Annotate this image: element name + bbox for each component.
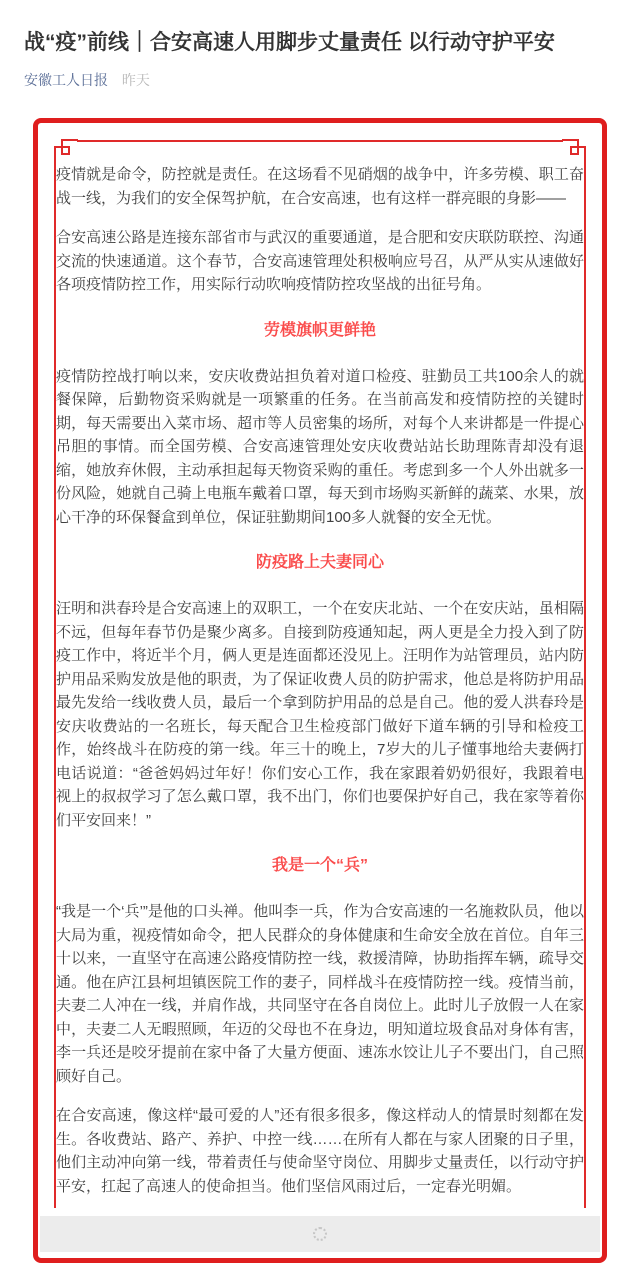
spinner-icon [313, 1227, 327, 1241]
frame-inner-right-line [584, 167, 586, 1208]
page-title: 战“疫”前线｜合安高速人用脚步丈量责任 以行动守护平安 [24, 31, 555, 54]
article-header [0, 0, 640, 90]
article-body [56, 163, 584, 1198]
article-paragraph: 在合安高速，像这样“最可爱的人”还有很多很多，像这样动人的情景时刻都在发生。各收费站、路产、养护、中控一线……在所有人都在与家人团聚的日子里，他们主动冲向第一线，带着责任与使命坚守岗位、用脚步丈量责任，以行动守护平安，扛起了高速人的使命担当。他们坚信风雨过后，一定春光明媚。 [56, 1107, 584, 1195]
section-heading: 防疫路上夫妻同心 [255, 554, 384, 571]
frame-inner-top-line [77, 140, 563, 142]
article-frame [33, 118, 607, 1263]
publish-time: 昨天 [121, 72, 150, 88]
section-heading: 我是一个“兵” [271, 857, 368, 874]
source-link[interactable]: 安徽工人日报 [24, 72, 108, 88]
article-paragraph: “我是一个‘兵’”是他的口头禅。他叫李一兵，作为合安高速的一名施救队员，他以大局为重，视疫情如命令，把人民群众的身体健康和生命安全放在首位。自年三十以来，一直坚守在高速公路疫情防控一线，救援清障，协助指挥车辆，疏导交通。他在庐江县柯坦镇医院工作的妻子，同样战斗在疫情防控一线。疫情当前，夫妻二人冲在一线，并肩作战，共同坚守在各自岗位上。此时儿子放假一人在家中，夫妻二人无暇照顾，年迈的父母也不在身边，明知道垃圾食品对身体有害，李一兵还是咬牙提前在家中备了大量方便面、速冻水饺让儿子不要出门，自己照顾好自己。 [56, 903, 584, 1085]
article-paragraph: 合安高速公路是连接东部省市与武汉的重要通道，是合肥和安庆联防联控、沟通交流的快速通道。这个春节，合安高速管理处积极响应号召，从严从实从速做好各项疫情防控工作，用实际行动吹响疫情防控攻坚战的出征号角。 [56, 229, 584, 293]
image-loading-placeholder [40, 1216, 600, 1252]
article-paragraph: 疫情就是命令，防控就是责任。在这场看不见硝烟的战争中，许多劳模、职工奋战一线，为我们的安全保驾护航，在合安高速，也有这样一群亮眼的身影—— [56, 166, 584, 207]
article-meta [24, 70, 616, 90]
article-paragraph: 汪明和洪春玲是合安高速上的双职工，一个在安庆北站、一个在安庆站，虽相隔不远，但每年春节仍是聚少离多。自接到防疫通知起，两人更是全力投入到了防疫工作中，将近半个月，俩人更是连面都还没见上。汪明作为站管理员，站内防护用品采购发放是他的职责，为了保证收费人员的防护需求，他总是将防护用品最先发给一线收费人员，最后一个拿到防护用品的总是自己。他的爱人洪春玲是安庆收费站的一名班长，每天配合卫生检疫部门做好下道车辆的引导和检疫工作，始终战斗在防疫的第一线。年三十的晚上，7岁大的儿子懂事地给夫妻俩打电话说道：“爸爸妈妈过年好！你们安心工作，我在家跟着奶奶很好，我跟着电视上的叔叔学习了怎么戴口罩，我不出门，你们也要保护好自己，我在家等着你们平安回来！” [56, 600, 584, 829]
article-paragraph: 疫情防控战打响以来，安庆收费站担负着对道口检疫、驻勤员工共100余人的就餐保障，后勤物资采购就是一项繁重的任务。在当前高发和疫情防控的关键时期，每天需要出入菜市场、超市等人员密集的场所，对每个人来讲都是一件提心吊胆的事情。而全国劳模、合安高速管理处安庆收费站站长助理陈青却没有退缩，她放弃休假，主动承担起每天物资采购的重任。考虑到多一个人外出就多一份风险，她就自己骑上电瓶车戴着口罩，每天到市场购买新鲜的蔬菜、水果，放心干净的环保餐盒到单位，保证驻勤期间100多人就餐的安全无忧。 [56, 367, 584, 526]
section-heading: 劳模旗帜更鲜艳 [263, 321, 376, 339]
